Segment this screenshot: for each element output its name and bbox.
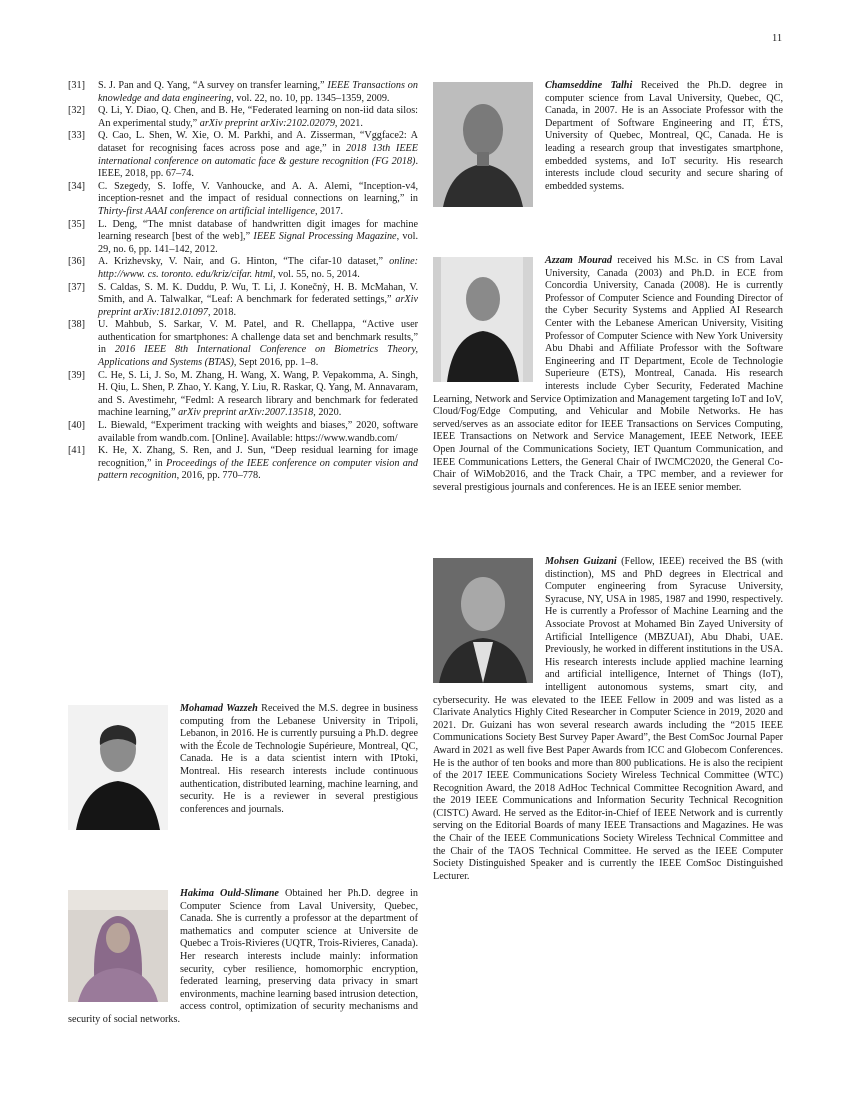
reference-number: [35] (68, 218, 85, 230)
reference-item (68, 282, 418, 320)
reference-fragment: , 2020. (313, 407, 342, 419)
reference-item (68, 256, 418, 281)
reference-fragment: , vol. 22, no. 10, pp. 1345–1359, 2009. (231, 92, 390, 104)
bio-name: Chamseddine Talhi (545, 80, 633, 91)
bio-text: received his M.Sc. in CS from Laval University, Canada (2003) and Ph.D. in ECE from Concordia University, Canada (2008). He is currently Professor of Computer Science and Founding Director of the Cyber Security Systems and Applied AI Research Center with the Lebanese American University, Visiting Professor of Computer Science with New York University Abu Dhabi and Affiliate Professor with the Software Engineering and IT Department, Ecole de Technologie Superieure (ETS), Montreal, Canada. His research interests include Cyber Security, Federated Machine Learning, Network and Service Optimization and Management targeting IoT and IoV, Cloud/Fog/Edge Computing, and Vehicular and Mobile Networks. He has served/serves as an associate editor for IEEE Transactions on Services Computing, IEEE Transactions on Network and Service Management, IEEE Network, IEEE Open Journal of the Communications Society, IET Quantum Communication, and IEEE Communications Letters, the General Chair of IWCMC2020, the General Co-Chair of WiMob2016, and the Track Chair, a TPC member, and a reviewer for several prestigious journals and conferences. He is an IEEE senior member. (433, 255, 783, 493)
bio-text: Obtained her Ph.D. degree in Computer Science from Laval University, Quebec, Canada. She is currently a professor at the department of mathematics and computer science at Universite de Quebec a Trois-Rivieres (UQTR, Trois-Rivieres, Canada). Her research interests include mainly: information security, cyber resilience, homomorphic encryption, federated learning, preserving data privacy in smart environments, machine learning based intrusion detection, access control, optimization of security mechanisms and security of social networks. (68, 888, 418, 1025)
reference-item (68, 130, 418, 180)
reference-fragment: K. He, X. Zhang, S. Ren, and J. Sun, “Deep residual learning for image recognition,” in (98, 445, 418, 469)
reference-text (98, 370, 418, 420)
reference-item (68, 105, 418, 130)
reference-fragment: , vol. 55, no. 5, 2014. (272, 268, 360, 280)
reference-fragment: , Sept 2016, pp. 1–8. (233, 357, 319, 369)
reference-venue: 2018 13th IEEE international conference on automatic face & gesture recognition (FG 2018) (98, 142, 418, 167)
bio-wazzeh (68, 703, 418, 834)
reference-fragment: L. Deng, “The mnist database of handwritten digit images for machine learning research [best of the web],” (98, 218, 418, 243)
reference-fragment: Q. Cao, L. Shen, W. Xie, O. M. Parkhi, and A. Zisserman, “Vggface2: A dataset for recognising faces across pose and age,” in (98, 130, 418, 154)
reference-venue: arXiv preprint arXiv:1812.01097 (98, 294, 418, 318)
reference-venue: IEEE Signal Processing Magazine (253, 231, 397, 243)
reference-fragment: , 2016, pp. 770–778. (176, 470, 261, 482)
bio-talhi (433, 80, 783, 211)
reference-number: [41] (68, 445, 85, 457)
reference-fragment: , 2017. (315, 205, 344, 217)
reference-number: [34] (68, 180, 85, 192)
reference-text (98, 80, 418, 105)
reference-venue: arXiv preprint arXiv:2007.13518 (178, 407, 314, 419)
reference-fragment: , vol. 29, no. 6, pp. 141–142, 2012. (98, 231, 418, 255)
photo-wazzeh (68, 705, 168, 830)
reference-text (98, 105, 418, 130)
reference-item (68, 445, 418, 483)
reference-item (68, 80, 418, 105)
reference-venue: online: http://www. cs. toronto. edu/kriz/cifar. html (98, 256, 418, 280)
bio-guizani (433, 556, 783, 883)
reference-number: [31] (68, 80, 85, 91)
reference-fragment: C. He, S. Li, J. So, M. Zhang, H. Wang, X. Wang, P. Vepakomma, A. Singh, H. Qiu, L. Shen, P. Zhao, Y. Kang, Y. Liu, R. Raskar, Q. Yang, M. Annavaram, and S. Avestimehr, “Fedml: A research library and benchmark for federated machine learning,” (98, 369, 418, 419)
reference-fragment: . IEEE, 2018, pp. 67–74. (98, 155, 418, 180)
bio-name: Mohamad Wazzeh (180, 703, 258, 714)
reference-text (98, 130, 418, 180)
reference-fragment: L. Biewald, “Experiment tracking with weights and biases,” 2020, software available from wandb.com. [Online]. Available: https://www.wandb.com/ (98, 420, 418, 444)
reference-venue: IEEE Transactions on knowledge and data engineering (98, 80, 418, 104)
bio-ould-slimane (68, 888, 418, 1027)
photo-guizani (433, 558, 533, 683)
references-list (68, 80, 418, 483)
bio-text: Received the M.S. degree in business computing from the Lebanese University in Tripoli, Lebanon, in 2016. He is currently pursuing a Ph.D. degree with the École de Technologie Supérieure, Montreal, QC, Canada. He is a data scientist intern with IPtoki, Montreal. His research interests include continuous authentication, distributed learning, machine learning, and security. He is a reviewer in several prestigious conferences and journals. (180, 703, 418, 815)
reference-fragment: S. Caldas, S. M. K. Duddu, P. Wu, T. Li, J. Konečnỳ, H. B. McMahan, V. Smith, and A. Talwalkar, “Leaf: A benchmark for federated settings,” (98, 281, 418, 306)
reference-item (68, 319, 418, 369)
reference-number: [40] (68, 420, 85, 432)
reference-fragment: U. Mahbub, S. Sarkar, V. M. Patel, and R. Chellappa, “Active user authentication for smartphones: A challenge data set and benchmark results,” in (98, 319, 418, 356)
reference-text (98, 445, 418, 483)
reference-fragment: , 2021. (334, 117, 363, 129)
reference-fragment: , 2018. (207, 306, 236, 318)
reference-venue: Thirty-first AAAI conference on artificial intelligence (98, 205, 316, 217)
reference-text (98, 181, 418, 219)
reference-item (68, 181, 418, 219)
reference-text (98, 282, 418, 320)
reference-text (98, 219, 418, 257)
reference-venue: Proceedings of the IEEE conference on computer vision and pattern recognition (98, 457, 418, 482)
reference-fragment: S. J. Pan and Q. Yang, “A survey on transfer learning,” (98, 80, 328, 91)
reference-fragment: A. Krizhevsky, V. Nair, and G. Hinton, “The cifar-10 dataset,” (98, 256, 390, 268)
reference-venue: 2016 IEEE 8th International Conference on Biometrics Theory, Applications and Systems (BTAS) (98, 344, 418, 369)
reference-item (68, 219, 418, 257)
reference-number: [33] (68, 130, 85, 142)
photo-ould-slimane (68, 890, 168, 1002)
photo-talhi (433, 82, 533, 207)
bio-text: (Fellow, IEEE) received the BS (with distinction), MS and PhD degrees in Electrical and Computer engineering from Syracuse University, Syracuse, NY, USA in 1985, 1987 and 1990, respectively. He is currently a Professor of Machine Learning and the Associate Provost at Mohamed Bin Zayed University of Artificial Intelligence (MBZUAI), Abu Dhabi, UAE. Previously, he worked in different institutions in the USA. His research interests include applied machine learning and artificial intelligence, Internet of Things (IoT), intelligent autonomous systems, smart city, and cybersecurity. He was elevated to the IEEE Fellow in 2009 and was listed as a Clarivate Analytics Highly Cited Researcher in Computer Science in 2019, 2020 and 2021. Dr. Guizani has won several research awards including the “2015 IEEE Communications Society Best Survey Paper Award”, the Best ComSoc Journal Paper Award in 2021 as well five Best Paper Awards from ICC and Globecom Conferences. He is the author of ten books and more than 800 publications. He is also the recipient of the 2017 IEEE Communications Society Wireless Technical Committee (WTC) Recognition Award, the 2018 AdHoc Technical Committee Recognition Award, and the 2019 IEEE Communications and Information Security Technical Recognition (CISTC) Award. He served as the Editor-in-Chief of IEEE Network and is currently serving on the Editorial Boards of many IEEE Transactions and Magazines. He was the Chair of the IEEE Communications Society Wireless Technical Committee and the Chair of the TAOS Technical Committee. He served as the IEEE Computer Society Distinguished Speaker and is currently the IEEE ComSoc Distinguished Lecturer. (433, 556, 783, 882)
bio-text: Received the Ph.D. degree in computer science from Laval University, Quebec, QC, Canada, in 2007. He is an Associate Professor with the Department of Software Engineering and IT, ÉTS, University of Quebec, Montreal, QC, Canada. He is leading a research group that investigates smartphone, embedded systems, and IoT security. His research interests include cloud security and secure sharing of embedded systems. (545, 80, 783, 192)
reference-number: [39] (68, 369, 85, 381)
reference-venue: arXiv preprint arXiv:2102.02079 (199, 117, 335, 129)
reference-text (98, 319, 418, 369)
reference-text (98, 256, 418, 281)
reference-number: [32] (68, 105, 85, 117)
reference-number: [37] (68, 281, 85, 293)
reference-item (68, 420, 418, 445)
bio-name: Mohsen Guizani (545, 556, 617, 567)
reference-number: [38] (68, 319, 85, 331)
reference-text (98, 420, 418, 445)
reference-item (68, 370, 418, 420)
reference-fragment: Q. Li, Y. Diao, Q. Chen, and B. He, “Federated learning on non-iid data silos: An experimental study,” (98, 105, 418, 129)
reference-number: [36] (68, 256, 85, 268)
bio-name: Azzam Mourad (545, 255, 612, 266)
bio-name: Hakima Ould-Slimane (180, 888, 279, 899)
bio-mourad (433, 255, 783, 494)
reference-fragment: C. Szegedy, S. Ioffe, V. Vanhoucke, and A. A. Alemi, “Inception-v4, inception-resnet and the impact of residual connections on learning,” in (98, 180, 418, 205)
page-number: 11 (772, 33, 783, 44)
photo-mourad (433, 257, 533, 382)
